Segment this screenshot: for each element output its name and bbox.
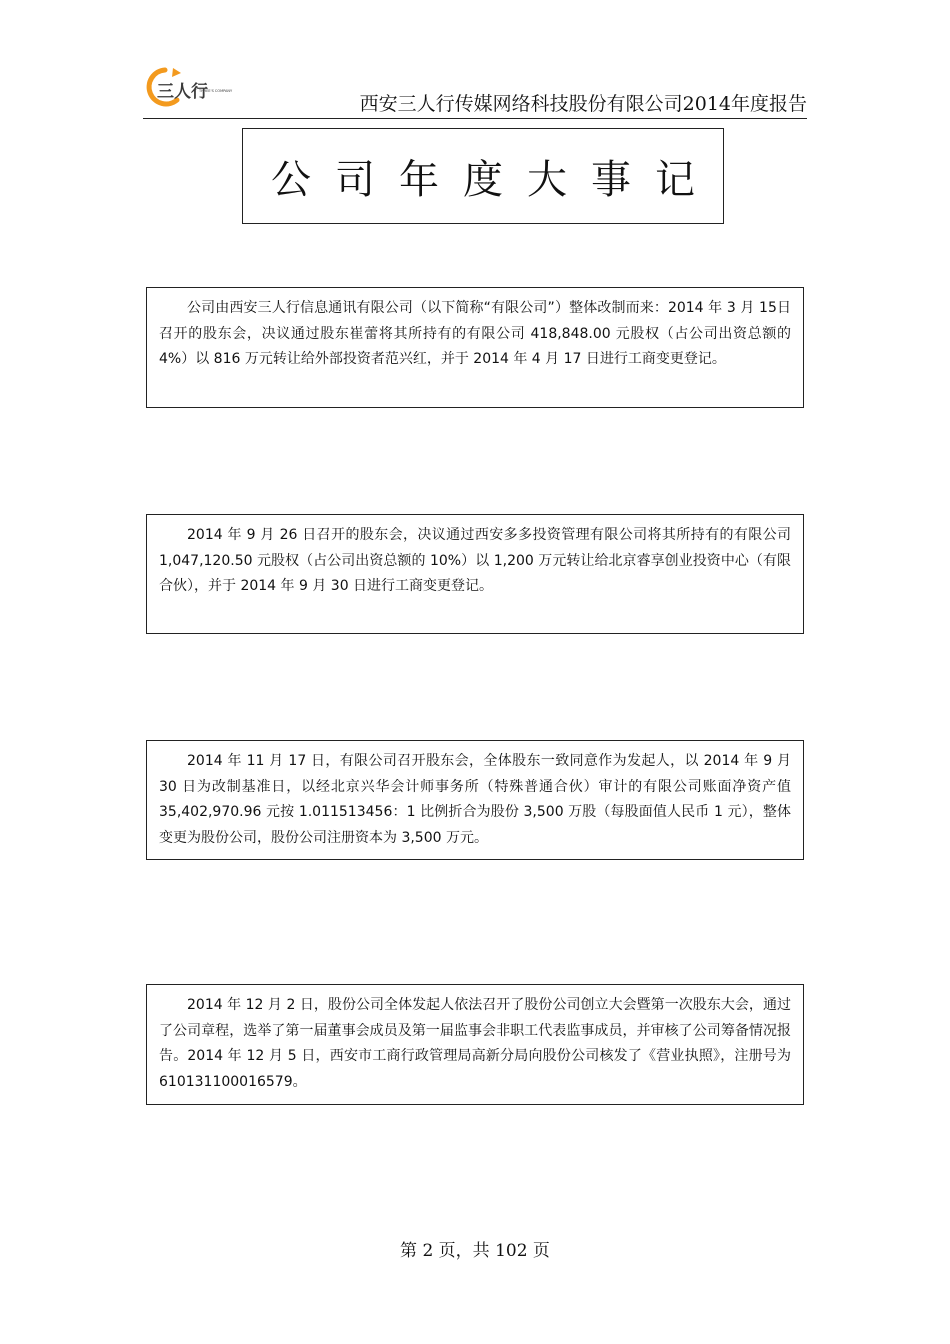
event-box <box>146 740 804 860</box>
event-box <box>146 514 804 634</box>
event-text: 2014 年 9 月 26 日召开的股东会，决议通过西安多多投资管理有限公司将其所持有的有限公司 1,047,120.50 元股权（占公司出资总额的 10%）以 1,200 万元转让给北京睿享创业投资中心（有限合伙），并于 2014 年 9 月 30 日进行工商变更登记。 <box>159 527 791 594</box>
event-text: 公司由西安三人行信息通讯有限公司（以下简称“有限公司”）整体改制而来：2014 年 3 月 15日召开的股东会，决议通过股东崔蕾将其所持有的有限公司 418,848.00 元股权（占公司出资总额的 4%）以 816 万元转让给外部投资者范兴红，并于 2014 年 4 月 17 日进行工商变更登记。 <box>159 300 791 367</box>
section-title-box <box>242 128 724 224</box>
company-logo <box>143 64 233 110</box>
event-box <box>146 984 804 1105</box>
event-box <box>146 287 804 408</box>
event-text: 2014 年 11 月 17 日，有限公司召开股东会，全体股东一致同意作为发起人，以 2014 年 9 月 30 日为改制基准日，以经北京兴华会计师事务所（特殊普通合伙）审计的有限公司账面净资产值 35,402,970.96 元按 1.011513456：1 比例折合为股份 3,500 万股（每股面值人民币 1 元），整体变更为股份公司，股份公司注册资本为 3,500 万元。 <box>159 753 791 846</box>
logo-subtext: THREE'S COMPANY <box>199 89 233 93</box>
page-number: 第 2 页，共 102 页 <box>400 1241 550 1261</box>
event-text: 2014 年 12 月 2 日，股份公司全体发起人依法召开了股份公司创立大会暨第一次股东大会，通过了公司章程，选举了第一届董事会成员及第一届监事会非职工代表监事成员，并审核了公司筹备情况报告。2014 年 12 月 5 日，西安市工商行政管理局高新分局向股份公司核发了《营业执照》，注册号为 610131100016579。 <box>159 997 791 1090</box>
report-title: 西安三人行传媒网络科技股份有限公司2014年度报告 <box>359 93 807 115</box>
section-title: 公司年度大事记 <box>271 156 719 203</box>
logo-text: 三人行 <box>157 82 208 102</box>
header-divider <box>143 118 807 119</box>
